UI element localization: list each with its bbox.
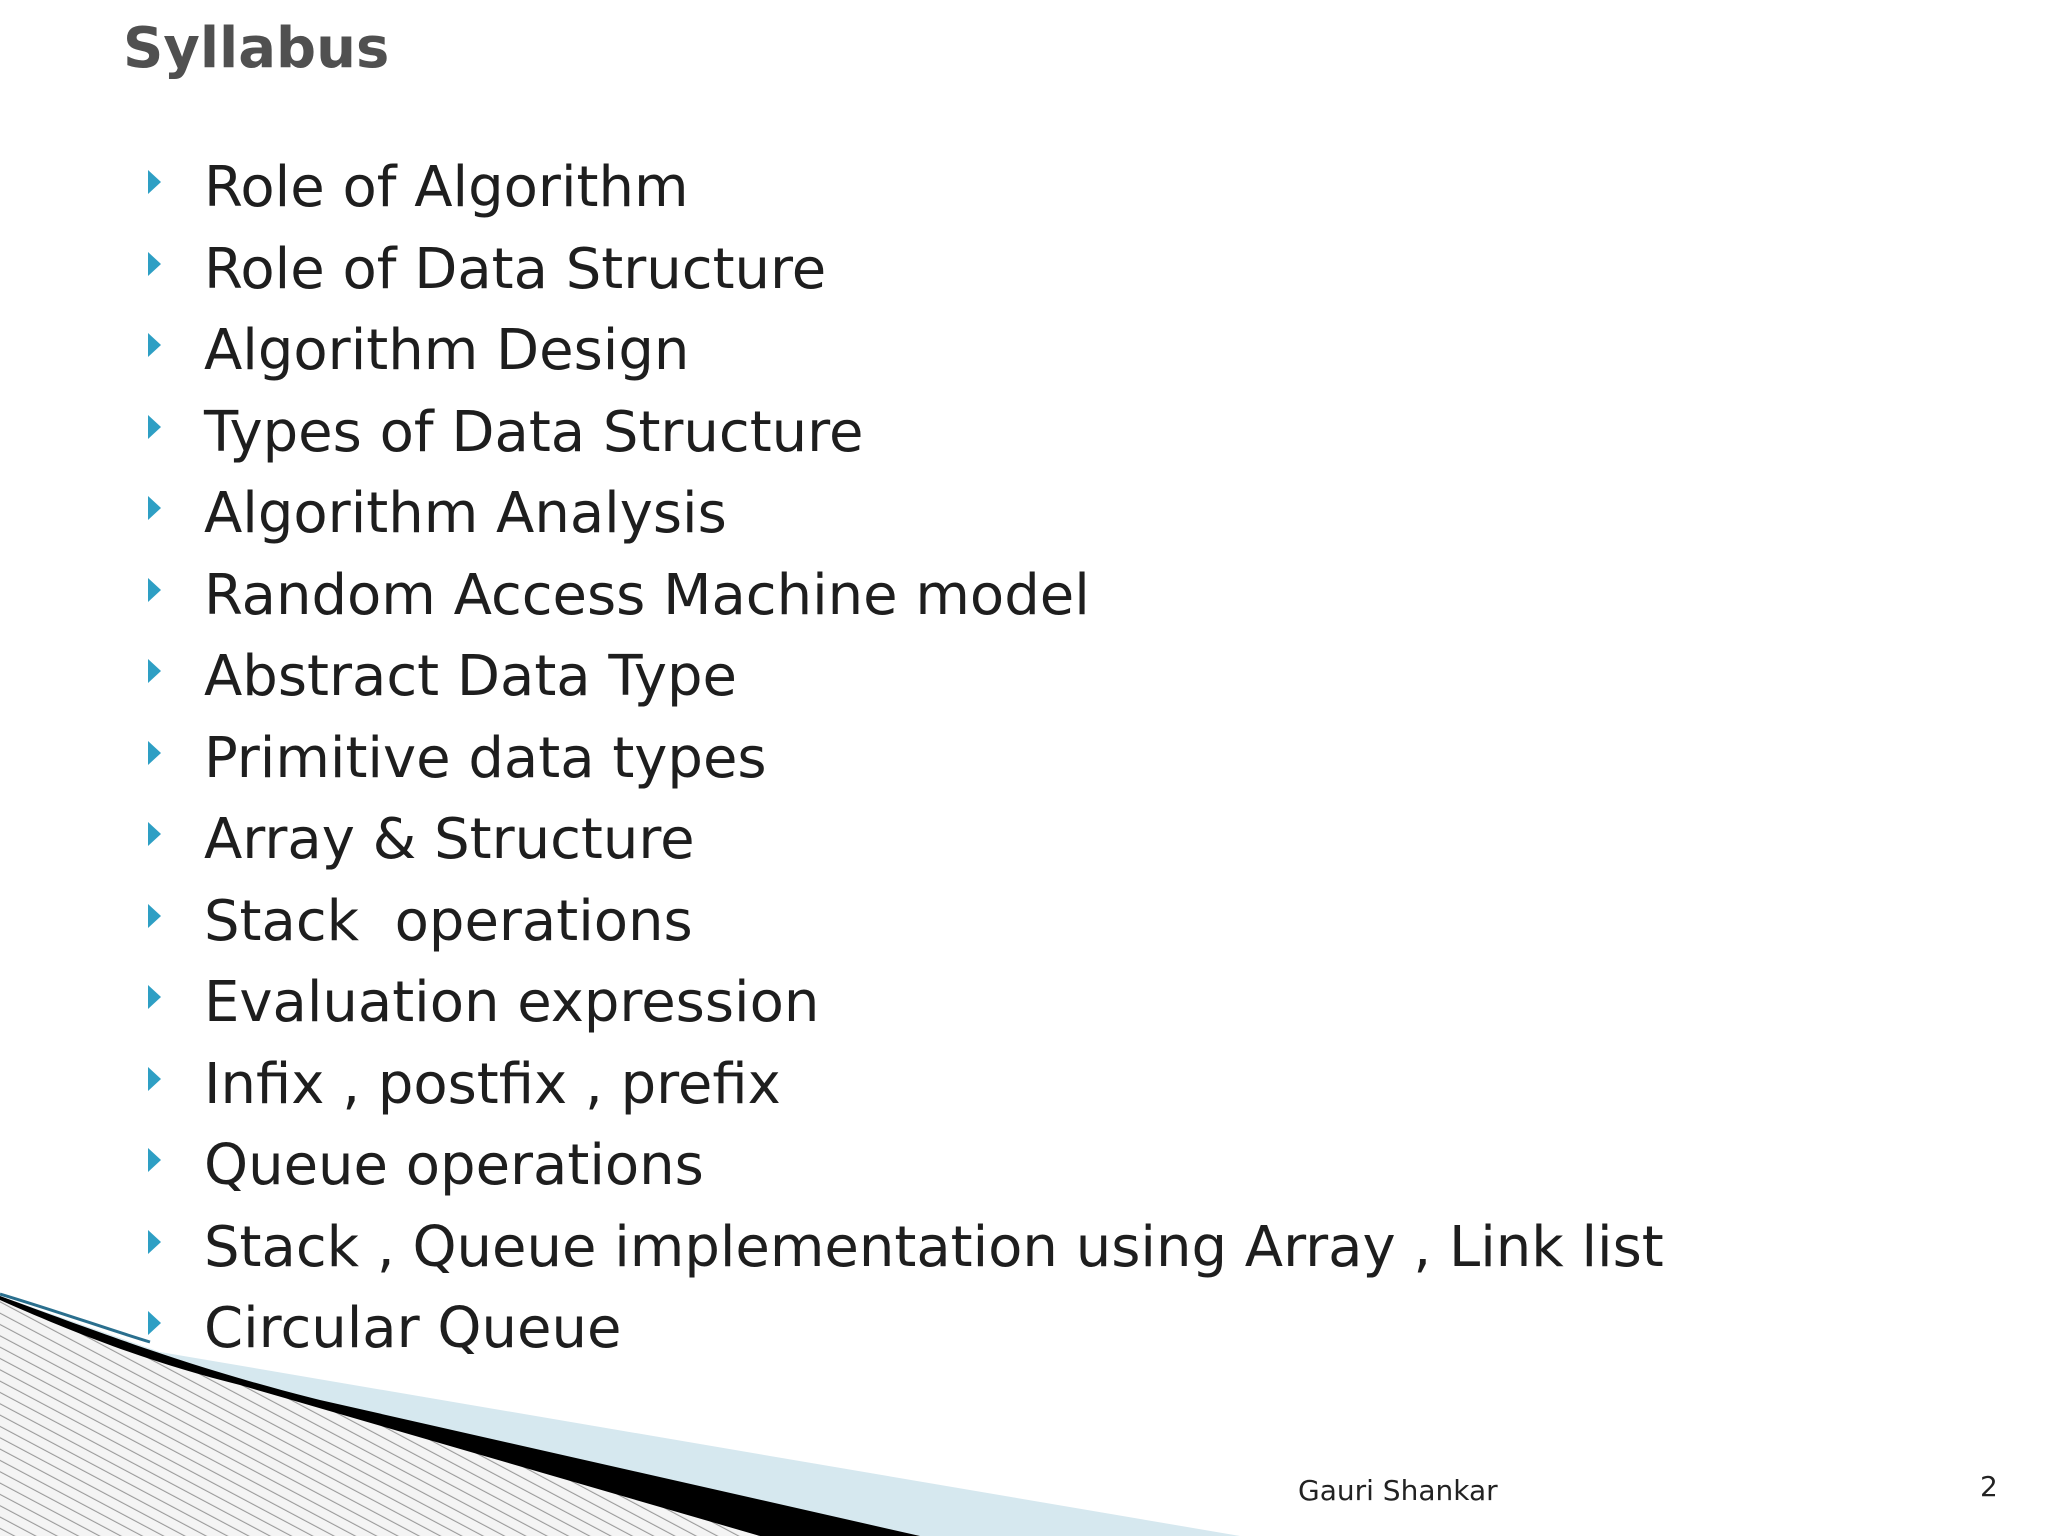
footer-author: Gauri Shankar	[1298, 1474, 1498, 1507]
triangle-right-icon	[148, 1311, 161, 1335]
bullet-text: Role of Algorithm	[204, 155, 689, 220]
triangle-right-icon	[148, 578, 161, 602]
bullet-text: Role of Data Structure	[204, 236, 827, 302]
bullet-text: Primitive data types	[204, 725, 767, 791]
slide-title: Syllabus	[123, 16, 390, 81]
bullet-text: Stack , Queue implementation using Array , Link list	[204, 1214, 1664, 1280]
triangle-right-icon	[148, 659, 161, 683]
bullet-text: Circular Queue	[204, 1296, 622, 1361]
triangle-right-icon	[148, 252, 161, 276]
bullet-text: Queue operations	[204, 1133, 704, 1198]
page-number: 2	[1980, 1470, 1998, 1503]
triangle-right-icon	[148, 1067, 161, 1091]
triangle-right-icon	[148, 985, 161, 1009]
triangle-right-icon	[148, 1230, 161, 1254]
bullet-text: Abstract Data Type	[204, 644, 738, 709]
triangle-right-icon	[148, 904, 161, 928]
triangle-right-icon	[148, 415, 161, 439]
bullet-text: Infix , postfix , prefix	[204, 1051, 781, 1117]
triangle-right-icon	[148, 170, 161, 194]
triangle-right-icon	[148, 1148, 161, 1172]
triangle-right-icon	[148, 822, 161, 846]
bullet-text: Array & Structure	[204, 807, 695, 872]
bullet-text: Types of Data Structure	[204, 399, 864, 465]
triangle-right-icon	[148, 741, 161, 765]
bullet-text: Stack operations	[204, 888, 693, 954]
bullet-text: Evaluation expression	[204, 970, 820, 1035]
bullet-text: Algorithm Analysis	[204, 481, 727, 546]
triangle-right-icon	[148, 496, 161, 520]
bullet-text: Random Access Machine model	[204, 562, 1090, 628]
triangle-right-icon	[148, 333, 161, 357]
bullet-text: Algorithm Design	[204, 318, 690, 383]
